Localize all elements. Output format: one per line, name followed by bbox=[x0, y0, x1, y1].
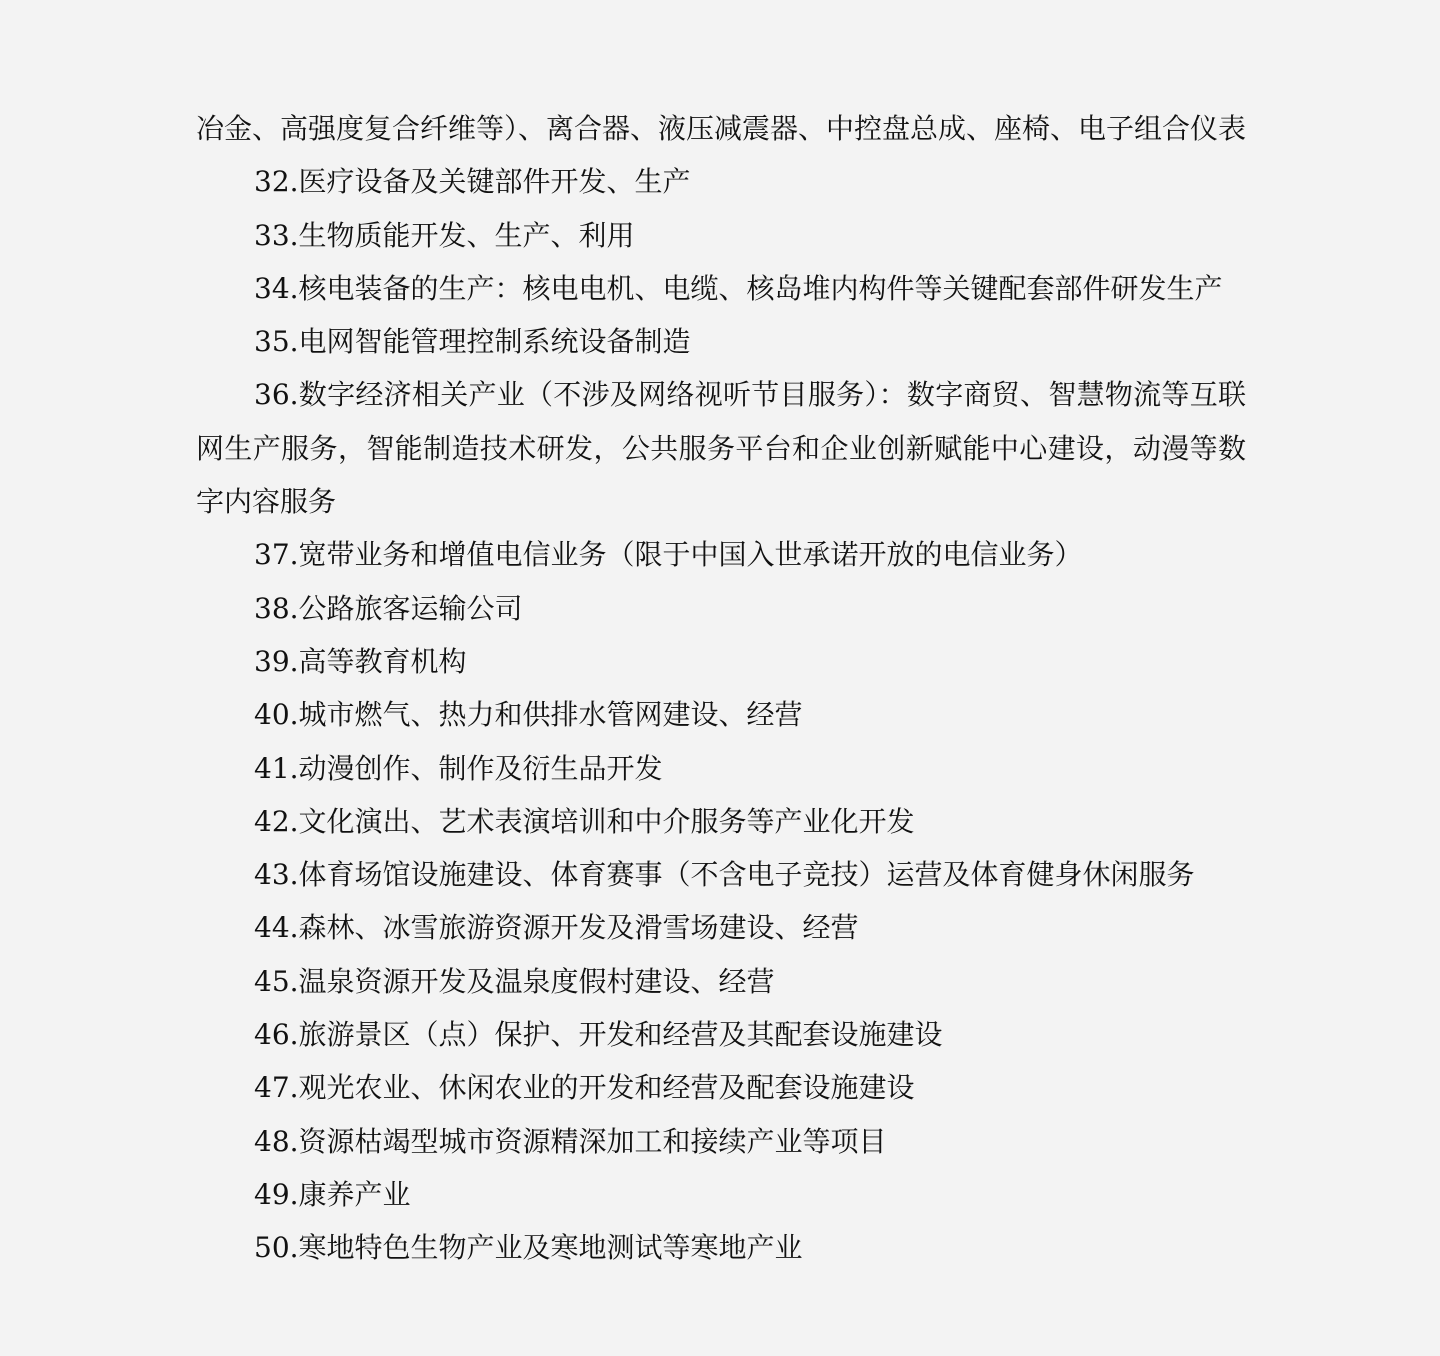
list-item-46: 46.旅游景区（点）保护、开发和经营及其配套设施建设 bbox=[254, 1018, 943, 1052]
list-item-39: 39.高等教育机构 bbox=[254, 644, 467, 678]
list-item-40: 40.城市燃气、热力和供排水管网建设、经营 bbox=[254, 698, 803, 732]
list-item-44: 44.森林、冰雪旅游资源开发及滑雪场建设、经营 bbox=[254, 911, 859, 945]
list-item-50: 50.寒地特色生物产业及寒地测试等寒地产业 bbox=[254, 1231, 803, 1265]
list-item-32: 32.医疗设备及关键部件开发、生产 bbox=[254, 165, 691, 199]
list-item-34: 34.核电装备的生产：核电电机、电缆、核岛堆内构件等关键配套部件研发生产 bbox=[254, 271, 1223, 305]
continuation-paragraph: 冶金、高强度复合纤维等）、离合器、液压减震器、中控盘总成、座椅、电子组合仪表 bbox=[196, 112, 1247, 145]
list-item-36: 36.数字经济相关产业（不涉及网络视听节目服务）：数字商贸、智慧物流等互联网生产服务，智能制造技术研发，公共服务平台和企业创新赋能中心建设，动漫等数字内容服务 bbox=[196, 378, 1246, 519]
list-item-41: 41.动漫创作、制作及衍生品开发 bbox=[254, 751, 663, 785]
list-item-38: 38.公路旅客运输公司 bbox=[254, 591, 523, 625]
list-item-35: 35.电网智能管理控制系统设备制造 bbox=[254, 325, 691, 359]
document-body bbox=[196, 102, 1246, 1275]
list-item-33: 33.生物质能开发、生产、利用 bbox=[254, 218, 635, 252]
list-item-45: 45.温泉资源开发及温泉度假村建设、经营 bbox=[254, 964, 775, 998]
list-item-47: 47.观光农业、休闲农业的开发和经营及配套设施建设 bbox=[254, 1071, 915, 1105]
list-item-49: 49.康养产业 bbox=[254, 1177, 411, 1211]
list-item-43: 43.体育场馆设施建设、体育赛事（不含电子竞技）运营及体育健身休闲服务 bbox=[254, 858, 1195, 892]
list-item-48: 48.资源枯竭型城市资源精深加工和接续产业等项目 bbox=[254, 1124, 887, 1158]
list-item-37: 37.宽带业务和增值电信业务（限于中国入世承诺开放的电信业务） bbox=[254, 538, 1083, 572]
list-item-42: 42.文化演出、艺术表演培训和中介服务等产业化开发 bbox=[254, 804, 915, 838]
